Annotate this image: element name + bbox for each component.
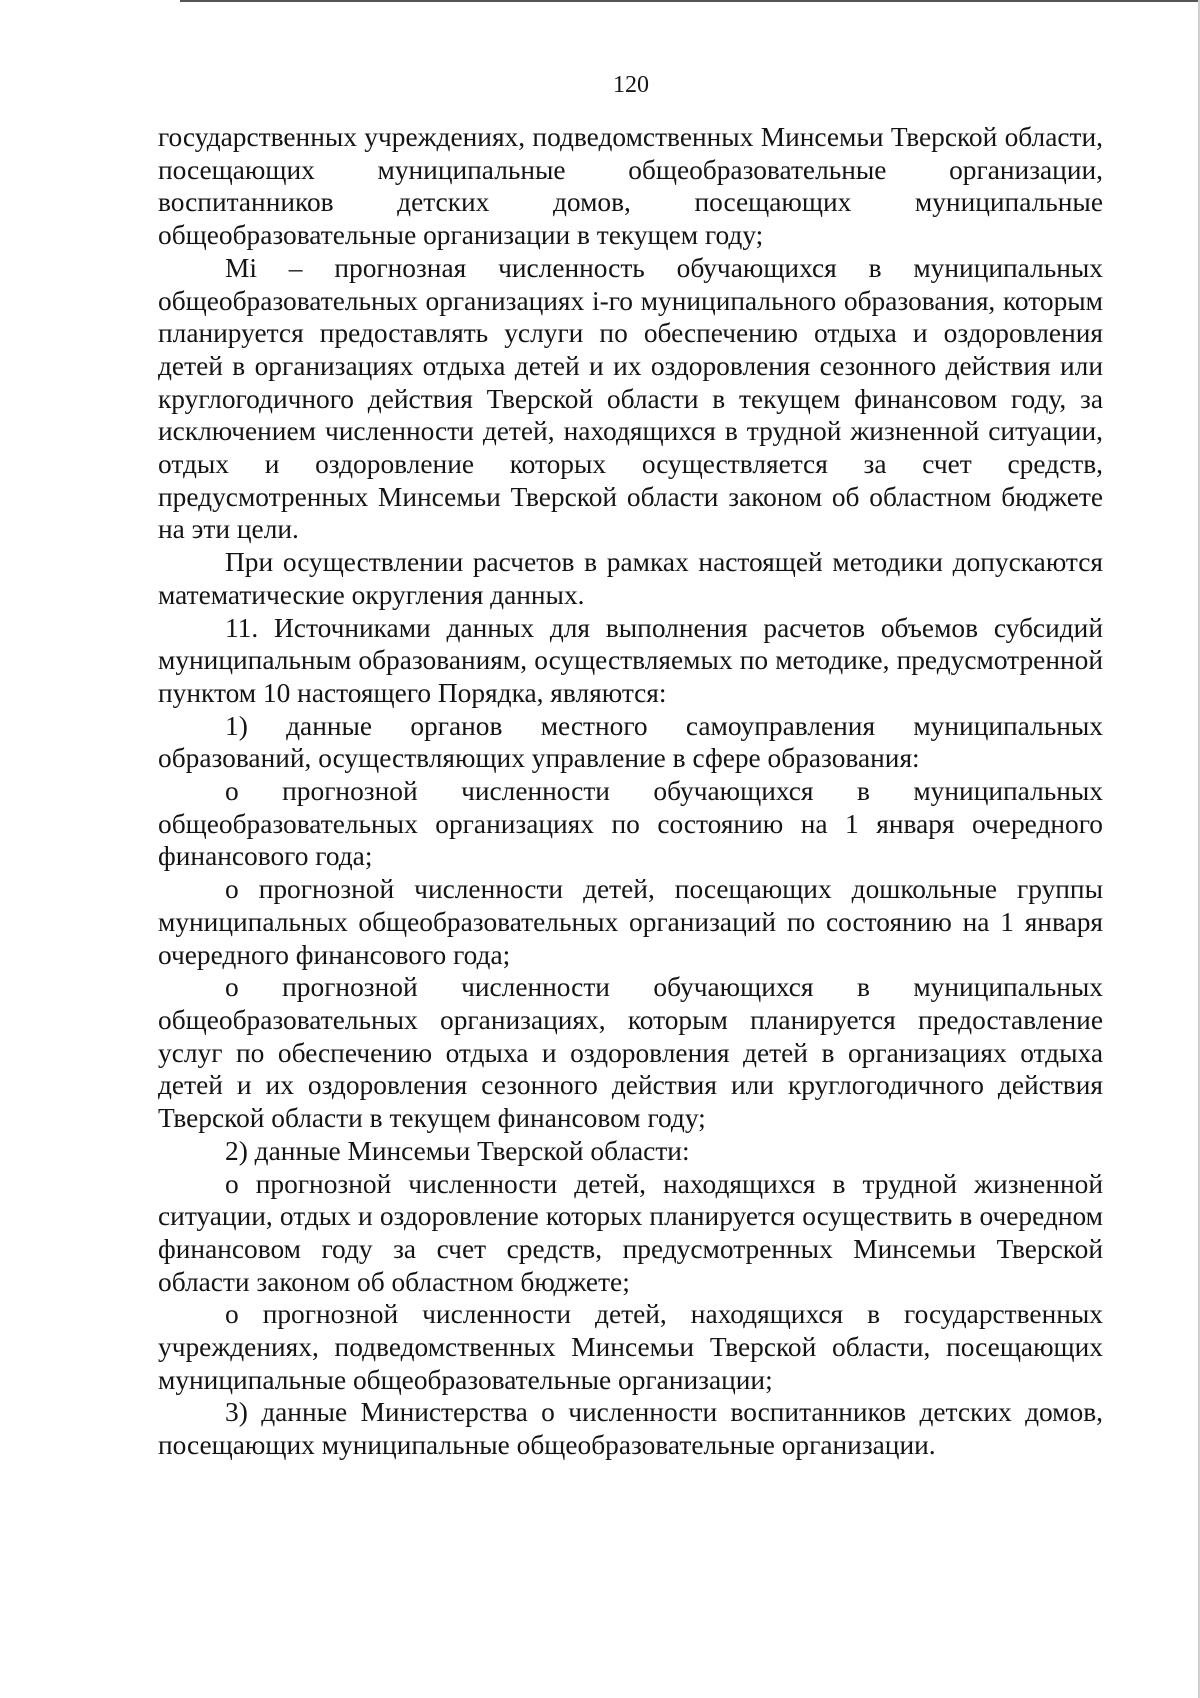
- paragraph-mi-definition: Mi – прогнозная численность обучающихся в муниципальных общеобразовательных организациях i-го муниципального образования, которым планируется предоставлять услуги по обеспечению отдыха и оздоровления детей в организациях отдыха детей и их оздоровления сезонного действия или круглогодичного действия Тверской области в текущем финансовом году, за исключением численности детей, находящихся в трудной жизненной ситуации, отдых и оздоровление которых осуществляется за счет средств, предусмотренных Минсемьи Тверской области законом об областном бюджете на эти цели.: [158, 252, 1103, 545]
- page-number: 120: [613, 72, 649, 98]
- paragraph-rounding-note: При осуществлении расчетов в рамках настоящей методики допускаются математические округления данных.: [158, 547, 1103, 610]
- paragraph-item-11: 11. Источниками данных для выполнения расчетов объемов субсидий муниципальным образованиям, осуществляемых по методике, предусмотренной пунктом 10 настоящего Порядка, являются:: [158, 612, 1103, 708]
- sub-item-preschool-count: о прогнозной численности детей, посещающих дошкольные группы муниципальных общеобразовательных организаций по состоянию на 1 января очередного финансового года;: [158, 874, 1103, 970]
- list-item-3: 3) данные Министерства о численности воспитанников детских домов, посещающих муниципальные общеобразовательные организации.: [158, 1397, 1103, 1461]
- document-body: [158, 121, 1103, 1462]
- sub-item-recreation-count: о прогнозной численности обучающихся в муниципальных общеобразовательных организациях, которым планируется предоставление услуг по обеспечению отдыха и оздоровления детей в организациях отдыха детей и их оздоровления сезонного действия или круглогодичного действия Тверской области в текущем финансовом году;: [158, 972, 1103, 1134]
- scan-border-top: [180, 0, 1200, 2]
- list-item-2: 2) данные Минсемьи Тверской области:: [225, 1135, 690, 1166]
- sub-item-students-count: о прогнозной численности обучающихся в муниципальных общеобразовательных организациях по состоянию на 1 января очередного финансового года;: [158, 776, 1103, 872]
- sub-item-state-institutions: о прогнозной численности детей, находящихся в государственных учреждениях, подведомственных Минсемьи Тверской области, посещающих муниципальные общеобразовательные организации;: [158, 1299, 1103, 1395]
- list-item-1: 1) данные органов местного самоуправления муниципальных образований, осуществляющих управление в сфере образования:: [158, 710, 1103, 774]
- sub-item-hardship-children: о прогнозной численности детей, находящихся в трудной жизненной ситуации, отдых и оздоровление которых планируется осуществить в очередном финансовом году за счет средств, предусмотренных Минсемьи Тверской области законом об областном бюджете;: [158, 1168, 1103, 1297]
- paragraph-continuation: государственных учреждениях, подведомственных Минсемьи Тверской области, посещающих муниципальные общеобразовательные организации, воспитанников детских домов, посещающих муниципальные общеобразовательные организации в текущем году;: [158, 122, 1103, 251]
